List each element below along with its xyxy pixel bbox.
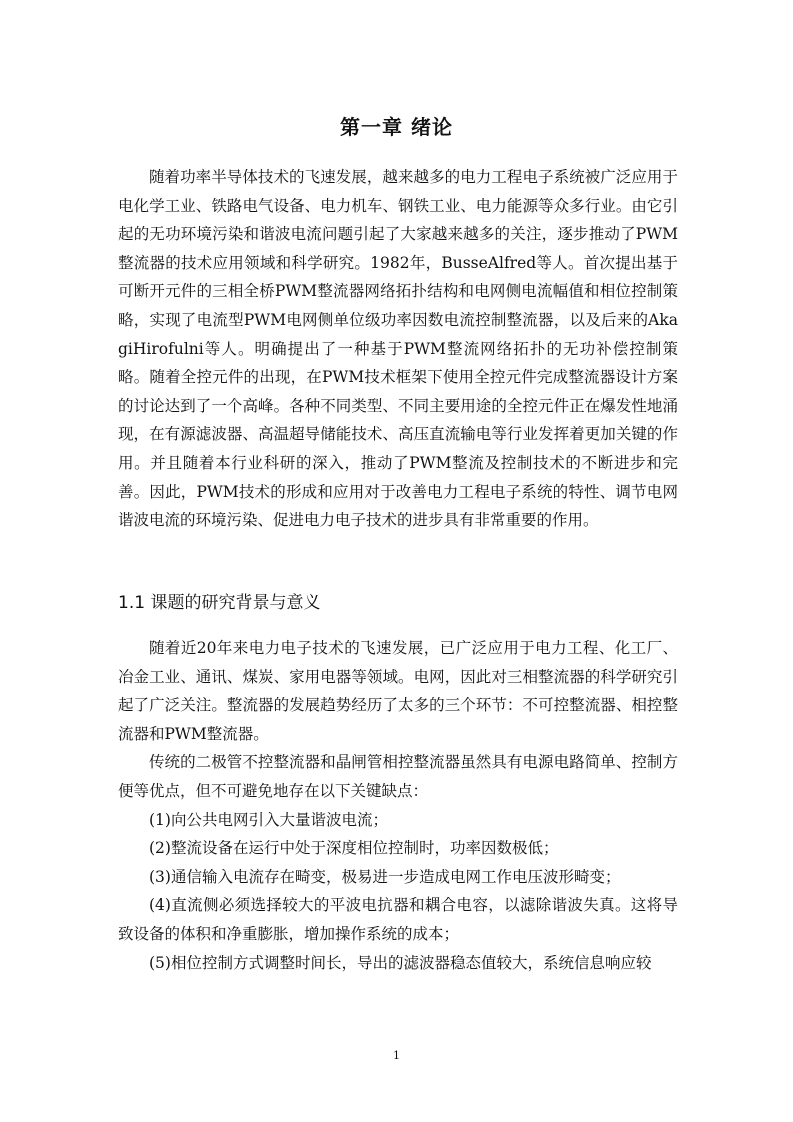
list-item-5: (5)相位控制方式调整时间长，导出的滤波器稳态值较大，系统信息响应较 <box>149 953 652 972</box>
section-paragraph-2: 传统的二极管不控整流器和晶闸管相控整流器虽然具有电源电路简单、控制方便等优点，但不可避免地存在以下关键缺点： <box>118 753 678 800</box>
section-body <box>118 634 678 977</box>
intro-section <box>118 163 678 535</box>
intro-paragraph: 随着功率半导体技术的飞速发展，越来越多的电力工程电子系统被广泛应用于电化学工业、铁路电气设备、电力机车、钢铁工业、电力能源等众多行业。由它引起的无功环境污染和谐波电流问题引起了大家越来越多的关注，逐步推动了PWM整流器的技术应用领域和科学研究。1982年，BusseAlfred等人。首次提出基于可断开元件的三相全桥PWM整流器网络拓扑结构和电网侧电流幅值和相位控制策略，实现了电流型PWM电网侧单位级功率因数电流控制整流器，以及后来的AkagiHirofulni等人。明确提出了一种基于PWM整流网络拓扑的无功补偿控制策略。随着全控元件的出现，在PWM技术框架下使用全控元件完成整流器设计方案的讨论达到了一个高峰。各种不同类型、不同主要用途的全控元件正在爆发性地涌现，在有源滤波器、高温超导储能技术、高压直流输电等行业发挥着更加关键的作用。并且随着本行业科研的深入，推动了PWM整流及控制技术的不断进步和完善。因此，PWM技术的形成和应用对于改善电力工程电子系统的特性、调节电网谐波电流的环境污染、促进电力电子技术的进步具有非常重要的作用。 <box>118 168 678 530</box>
list-item-4: (4)直流侧必须选择较大的平波电抗器和耦合电容，以滤除谐波失真。这将导致设备的体积和净重膨胀，增加操作系统的成本； <box>118 896 678 943</box>
section-paragraph-1: 随着近20年来电力电子技术的飞速发展，已广泛应用于电力工程、化工厂、冶金工业、通讯、煤炭、家用电器等领域。电网，因此对三相整流器的科学研究引起了广泛关注。整流器的发展趋势经历了太多的三个环节：不可控整流器、相控整流器和PWM整流器。 <box>118 639 678 743</box>
page-number: 1 <box>393 1049 400 1062</box>
section-heading: 1.1 课题的研究背景与意义 <box>118 593 321 613</box>
list-item-2: (2)整流设备在运行中处于深度相位控制时，功率因数极低； <box>149 839 559 858</box>
list-item-3: (3)通信输入电流存在畸变，极易进一步造成电网工作电压波形畸变； <box>149 867 621 886</box>
chapter-title: 第一章 绪论 <box>340 115 453 139</box>
list-item-1: (1)向公共电网引入大量谐波电流； <box>149 810 388 829</box>
